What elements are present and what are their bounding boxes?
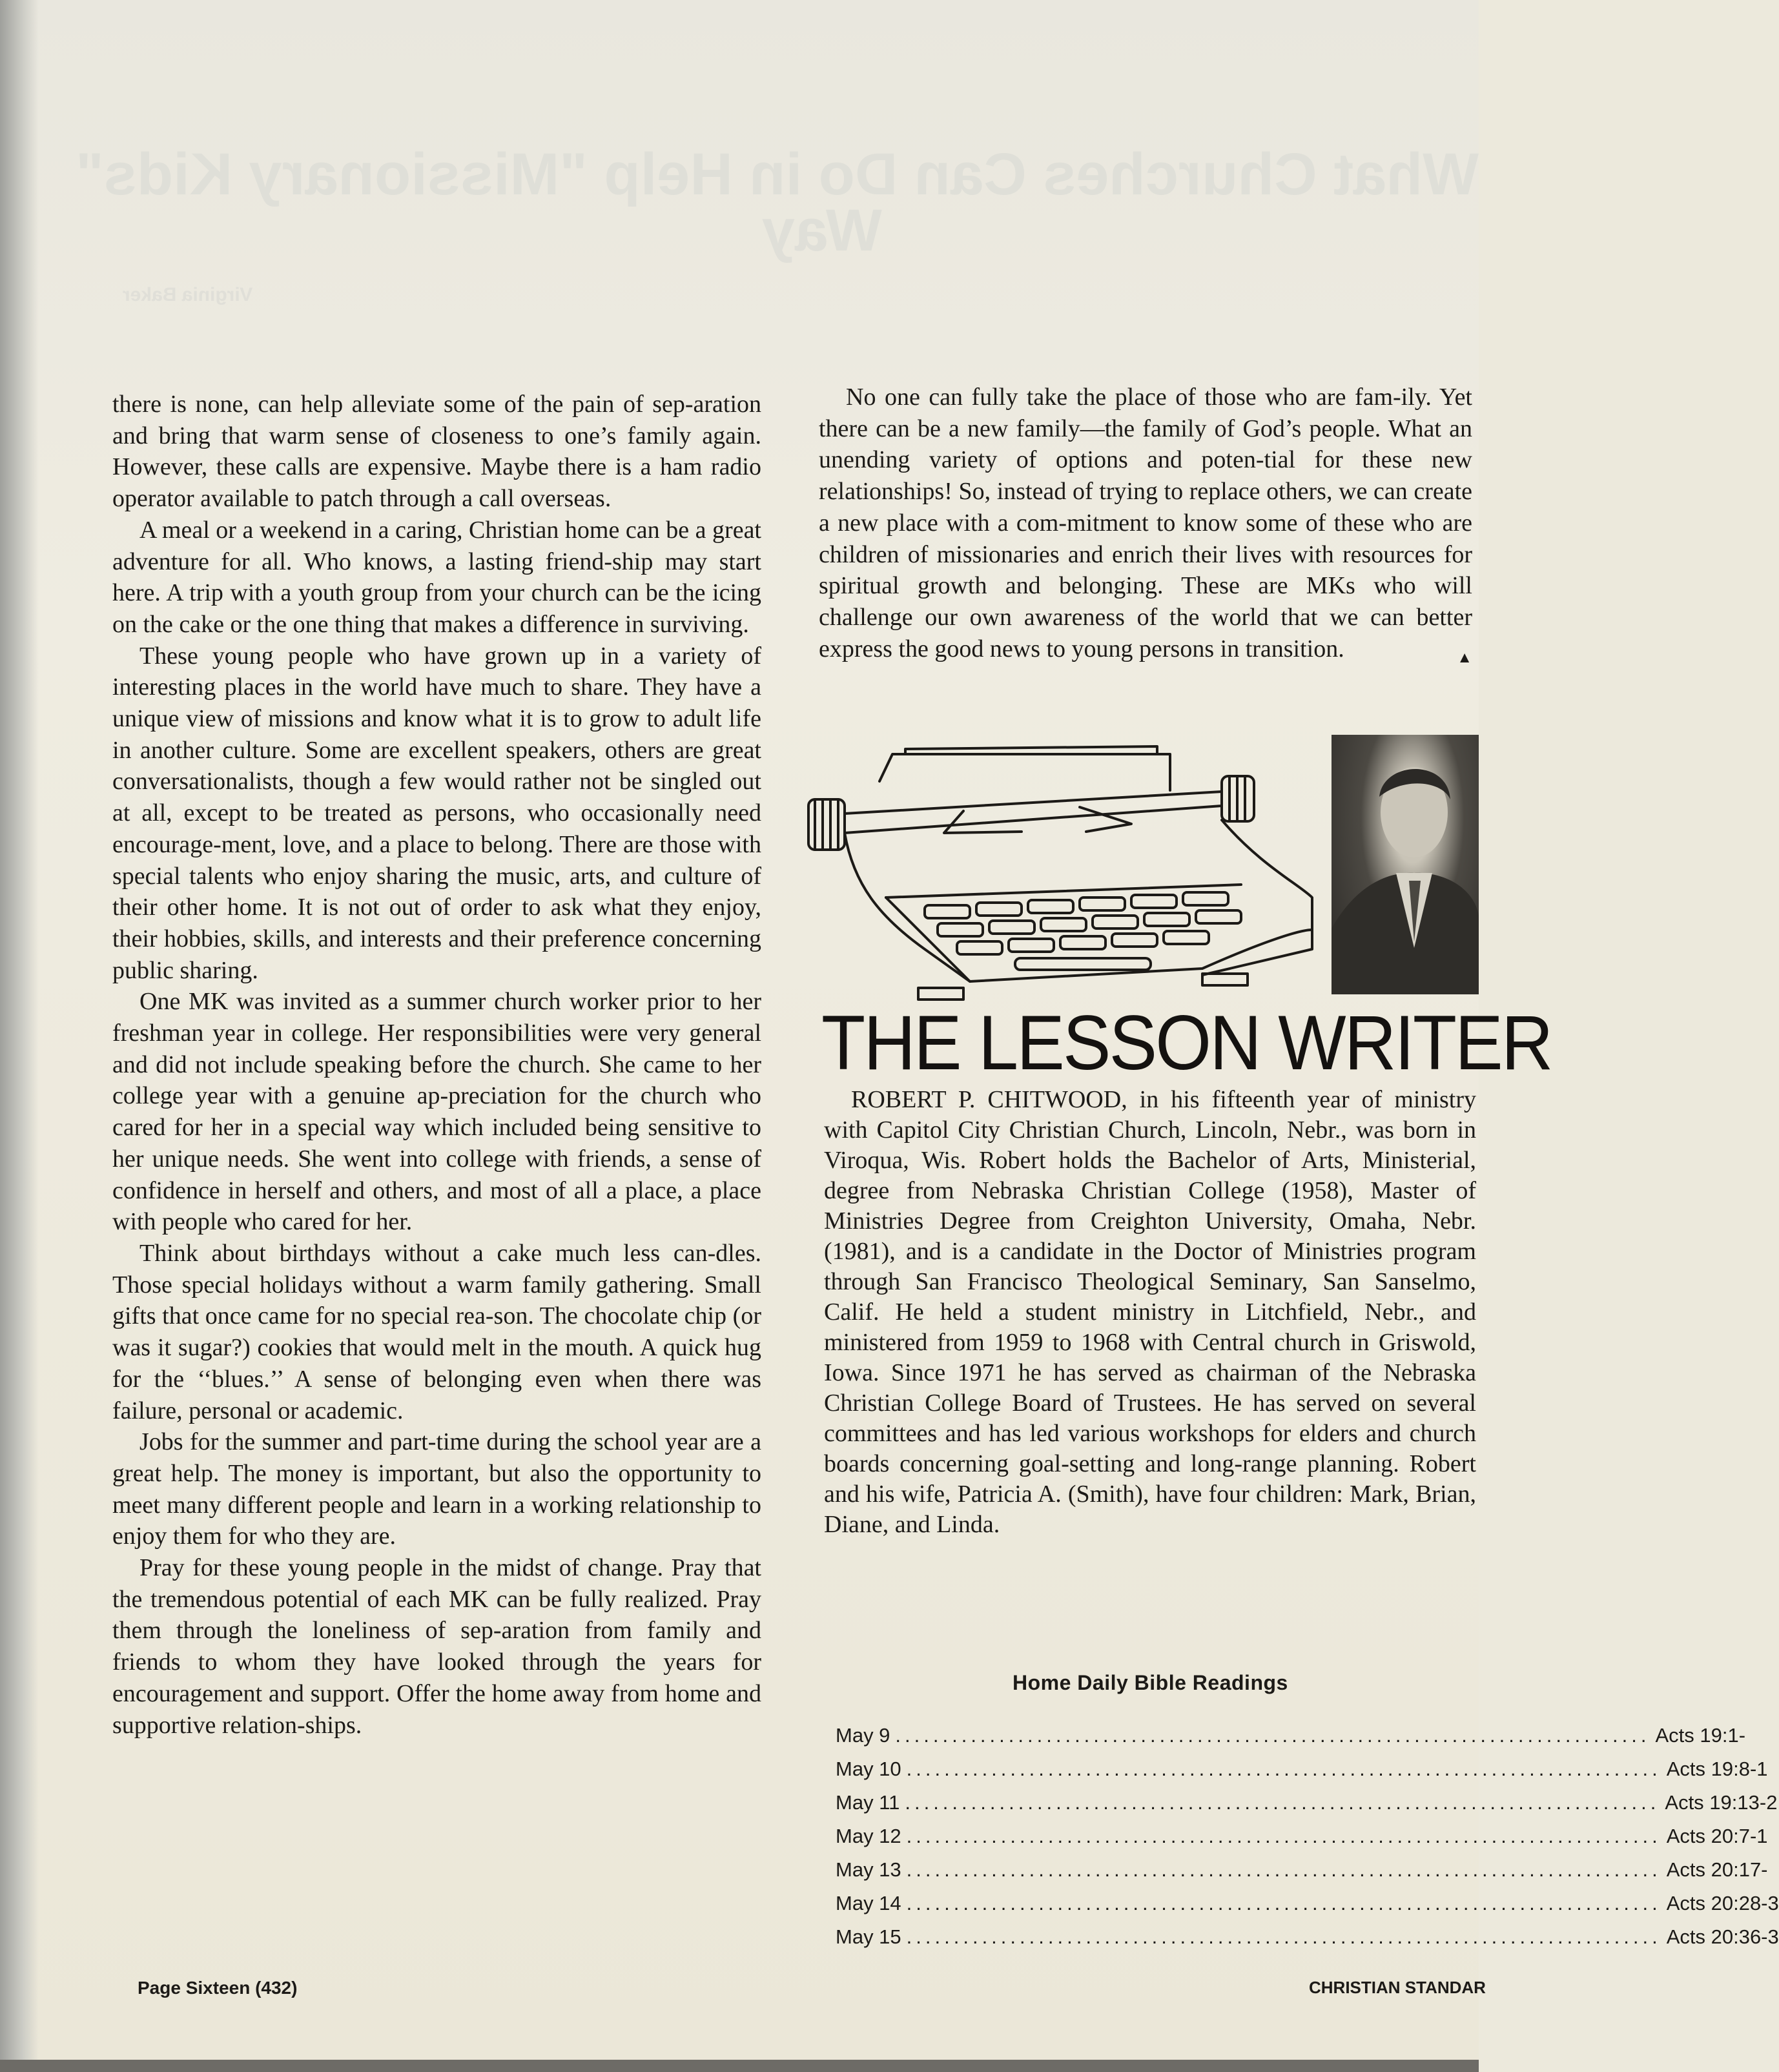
end-of-article-mark: ▲ (1457, 649, 1472, 666)
bible-readings-list (836, 1719, 1779, 1954)
bleed-through-title-line2: Way (762, 198, 882, 263)
dot-leader: ................................................................................ (906, 1925, 1661, 1948)
reading-reference: Acts 19:8-1 (1666, 1758, 1768, 1780)
page-bottom-edge (0, 2060, 1479, 2072)
reading-date: May 10 (836, 1758, 901, 1780)
reading-date: May 13 (836, 1858, 901, 1881)
dot-leader: ................................................................................ (895, 1724, 1650, 1747)
reading-date: May 9 (836, 1724, 890, 1747)
binding-shadow (0, 0, 39, 2072)
bible-readings-title: Home Daily Bible Readings (1013, 1671, 1288, 1694)
reading-reference: Acts 20:28-3 (1666, 1892, 1779, 1914)
reading-row (836, 1920, 1779, 1954)
page-number-folio: Page Sixteen (432) (138, 1978, 298, 1998)
reading-date: May 14 (836, 1892, 901, 1914)
reading-row (836, 1752, 1768, 1786)
reading-reference: Acts 19:13-2 (1665, 1791, 1778, 1814)
paragraph: These young people who have grown up in a variety of interesting places in the world have much to share. They have a unique view of missions and know what it is to grow to adult life in another culture. Some are excellent speakers, others are great conversationalists, though a few would rather not be singled out at all, except to be treated as persons, who occasionally need encourage-ment, love, and a place to belong. There are those with special talents who enjoy sharing the music, arts, and culture of their other home. It is not out of order to ask what they enjoy, their hobbies, skills, and interests and their preference concerning public sharing. (112, 642, 761, 984)
paragraph: Think about birthdays without a cake much less can-dles. Those special holidays without a warm family gathering. Small gifts that once came for no special rea-son. The chocolate chip (or was it sugar?) cookies that would melt in the mouth. A quick hug for the ‘‘blues.’’ A sense of belonging even when there was failure, personal or academic. (112, 1239, 761, 1424)
reading-reference: Acts 20:36-3 (1666, 1925, 1779, 1948)
reading-date: May 12 (836, 1825, 901, 1847)
paragraph-text: No one can fully take the place of those who are fam-ily. Yet there can be a new family—the family of God’s people. What an unending variety of options and poten-tial for these new relationships! So, instead of trying to replace others, we can create a new place with a com-mitment to know some of these who are children of missionaries and enrich their lives with resources for spiritual growth and belonging. These are MKs who will challenge our own awareness of the world that we can better express the good news to young persons in transition. (819, 384, 1472, 662)
reading-date: May 11 (836, 1791, 900, 1814)
reading-row (836, 1887, 1779, 1920)
dot-leader: ................................................................................ (906, 1758, 1661, 1780)
paragraph: One MK was invited as a summer church worker prior to her freshman year in college. Her responsibilities were very general and did not include speaking before the church. She came to her college year with a genuine ap-preciation for the church who cared for her in a special way which included being sensitive to her unique needs. She went into college with friends, a sense of confidence in herself and others, and most of all a place, a place with people who cared for her. (112, 988, 761, 1236)
right-column-article-end (819, 382, 1472, 673)
reading-reference: Acts 20:17- (1666, 1858, 1768, 1881)
typewriter-illustration (808, 736, 1325, 1001)
paragraph: A meal or a weekend in a caring, Christian home can be a great adventure for all. Who knows, a lasting friend-ship may start here. A trip with a youth group from your church can be the icing on the cake or the one thing that makes a difference in surviving. (112, 516, 761, 638)
left-column (112, 389, 761, 1741)
bleed-through-title: What Churches Can Do in Help "Missionary Kids" (76, 141, 1479, 207)
publication-name-folio: CHRISTIAN STANDAR (1309, 1978, 1486, 1997)
author-portrait (1332, 735, 1479, 994)
bleed-through-byline: Virginia Baker (123, 284, 253, 305)
reading-reference: Acts 20:7-1 (1666, 1825, 1768, 1847)
paragraph: Jobs for the summer and part-time during the school year are a great help. The money is important, but also the opportunity to meet many different people and learn in a working relationship to enjoy them for who they are. (112, 1428, 761, 1550)
lesson-writer-heading: THE LESSON WRITER (821, 1000, 1552, 1086)
reading-row (836, 1853, 1768, 1887)
paragraph (819, 382, 1472, 664)
bio-paragraph: ROBERT P. CHITWOOD, in his fifteenth year of ministry with Capitol City Christian Church, Lincoln, Nebr., was born in Viroqua, Wis. Robert holds the Bachelor of Arts, Ministerial, degree from Nebraska Christian College (1958), Master of Ministries Degree from Creighton University, Omaha, Nebr. (1981), and is a candidate in the Doctor of Ministries program through San Francisco Theological Seminary, San Sanselmo, Calif. He held a student ministry in Litchfield, Nebr., and ministered from 1959 to 1968 with Central church in Griswold, Iowa. Since 1971 he has served as chairman of the Nebraska Christian College Board of Trustees. He has served on several committees and has led various workshops for elders and church boards concerning goal-setting and long-range planning. Robert and his wife, Patricia A. (Smith), have four children: Mark, Brian, Diane, and Linda. (824, 1086, 1476, 1538)
paragraph: Pray for these young people in the midst of change. Pray that the tremendous potential of each MK can be fully realized. Pray them through the loneliness of sep-aration from family and friends to whom they have looked through the years for encouragement and support. Offer the home away from home and supportive relation-ships. (112, 1554, 761, 1739)
reading-row (836, 1719, 1746, 1752)
author-portrait-figure (1332, 735, 1479, 994)
reading-row (836, 1820, 1768, 1853)
reading-row (836, 1786, 1778, 1820)
dot-leader: ................................................................................ (905, 1791, 1660, 1814)
dot-leader: ................................................................................ (906, 1858, 1661, 1881)
reading-date: May 15 (836, 1925, 901, 1948)
dot-leader: ................................................................................ (906, 1825, 1661, 1847)
paragraph: there is none, can help alleviate some of the pain of sep-aration and bring that warm sense of closeness to one’s family again. However, these calls are expensive. Maybe there is a ham radio operator available to patch through a call overseas. (112, 391, 761, 513)
dot-leader: ................................................................................ (906, 1892, 1661, 1914)
lesson-writer-bio (824, 1085, 1476, 1540)
reading-reference: Acts 19:1- (1655, 1724, 1746, 1747)
